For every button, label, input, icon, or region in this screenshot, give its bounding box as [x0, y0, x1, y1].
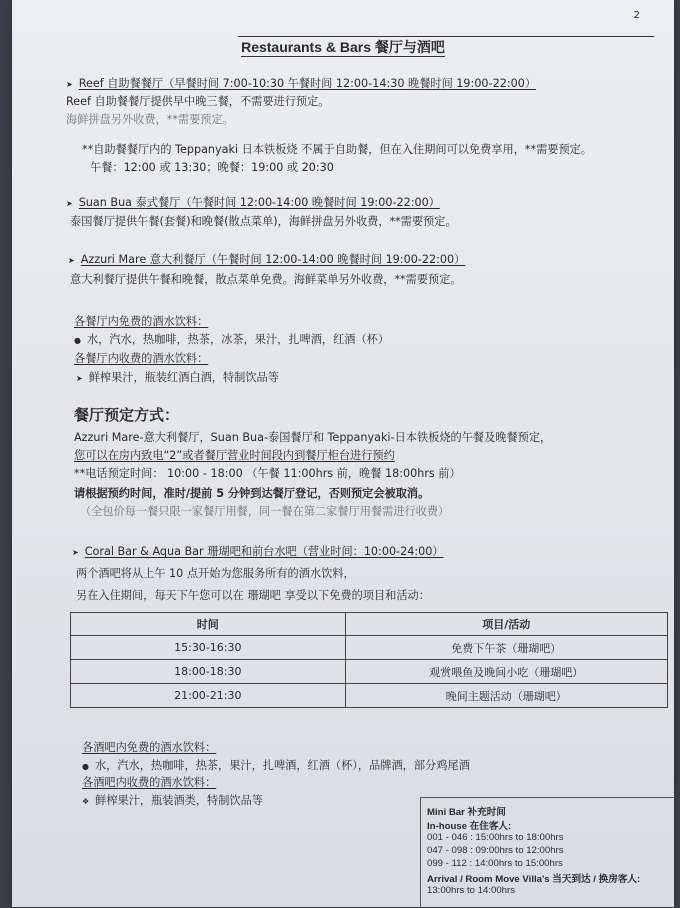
- dot-bullet-icon: ●: [82, 762, 89, 771]
- bars-heading-text: Coral Bar & Aqua Bar 珊瑚吧和前台水吧（营业时间：10:00-24:00）: [84, 545, 444, 558]
- table-header-time: 时间: [71, 613, 346, 636]
- page-title: [12, 37, 674, 57]
- azzuri-heading-text: Azzuri Mare 意大利餐厅（午餐时间 12:00-14:00 晚餐时间 19:00-22:00）: [80, 253, 466, 266]
- page-number: 2: [633, 10, 640, 21]
- suanbua-heading: [66, 195, 440, 211]
- drinks-free-item: [74, 332, 389, 348]
- minibar-arrival-time: 13:00hrs to 14:00hrs: [427, 885, 516, 896]
- table-row: [71, 636, 668, 660]
- booking-heading: 餐厅预定方式：: [74, 406, 180, 424]
- booking-line-1: Azzuri Mare-意大利餐厅，Suan Bua-泰国餐厅和 Teppanyaki-日本铁板烧的午餐及晚餐预定，: [74, 431, 552, 444]
- suanbua-line-1: 泰国餐厅提供午餐(套餐)和晚餐(散点菜单)，海鲜拼盘另外收费，**需要预定。: [70, 215, 457, 228]
- arrow-bullet-icon: ➤: [76, 374, 83, 383]
- bars-heading: [72, 544, 444, 560]
- reef-heading-text: Reef 自助餐餐厅（早餐时间 7:00-10:30 午餐时间 12:00-14:30 晚餐时间 19:00-22:00）: [78, 77, 537, 90]
- drinks-free-label: 各餐厅内免费的酒水饮料：: [74, 315, 209, 328]
- diamond-bullet-icon: ❖: [82, 797, 90, 806]
- table-header-activity: 项目/活动: [345, 613, 667, 636]
- suanbua-heading-text: Suan Bua 泰式餐厅（午餐时间 12:00-14:00 晚餐时间 19:00-22:00）: [78, 196, 440, 209]
- arrow-bullet-icon: ➤: [66, 80, 73, 89]
- bar-drinks-paid-text: 鲜榨果汁，瓶装酒类，特制饮品等: [95, 794, 263, 807]
- table-row: [71, 684, 668, 708]
- table-cell-activity: 免费下午茶（珊瑚吧）: [345, 636, 667, 660]
- arrow-bullet-icon: ➤: [68, 256, 75, 265]
- drinks-paid-item: [76, 370, 279, 386]
- azzuri-line-1: 意大利餐厅提供午餐和晚餐，散点菜单免费。海鲜菜单另外收费，**需要预定。: [70, 273, 462, 286]
- table-cell-time: 15:30-16:30: [71, 636, 346, 660]
- dot-bullet-icon: ●: [74, 336, 81, 345]
- booking-line-4: 请根据预约时间，准时/提前 5 分钟到达餐厅登记，否则预定会被取消。: [74, 487, 430, 500]
- azzuri-heading: [68, 252, 465, 268]
- document-page: [12, 0, 674, 907]
- booking-line-2: 您可以在房内致电“2”或者餐厅营业时间段内到餐厅柜台进行预约: [74, 449, 395, 462]
- minibar-title: Mini Bar 补充时间: [427, 807, 506, 818]
- minibar-range-2: 047 - 098 : 09:00hrs to 12:00hrs: [427, 845, 564, 856]
- table-header-row: [71, 613, 668, 636]
- drinks-free-text: 水，汽水，热咖啡，热茶，冰茶，果汁，扎啤酒，红酒（杯）: [86, 333, 390, 346]
- activity-schedule-table: [70, 612, 668, 708]
- reef-line-1: Reef 自助餐餐厅提供早中晚三餐，不需要进行预定。: [66, 95, 330, 108]
- bars-line-2: 另在入住期间，每天下午您可以在 珊瑚吧 享受以下免费的项目和活动：: [76, 589, 430, 602]
- bar-drinks-free-label: 各酒吧内免费的酒水饮料：: [82, 741, 217, 754]
- minibar-schedule-box: [420, 797, 675, 908]
- table-cell-activity: 晚间主题活动（珊瑚吧）: [345, 684, 667, 708]
- teppanyaki-times: 午餐：12:00 或 13:30；晚餐：19:00 或 20:30: [90, 161, 334, 174]
- bar-drinks-free-item: [82, 758, 470, 774]
- minibar-arrival-label: Arrival / Room Move Villa's 当天到达 / 换房客人:: [427, 874, 641, 885]
- drinks-paid-text: 鲜榨果汁，瓶装红酒白酒，特制饮品等: [88, 371, 279, 384]
- minibar-range-1: 001 - 046 : 15:00hrs to 18:00hrs: [427, 832, 564, 843]
- minibar-inhouse-label: In-house 在住客人:: [427, 821, 512, 832]
- bar-drinks-paid-item: [82, 793, 263, 809]
- teppanyaki-line: **自助餐餐厅内的 Teppanyaki 日本铁板烧 不属于自助餐，但在入住期间可以免费享用，**需要预定。: [82, 143, 593, 156]
- booking-line-3: **电话预定时间： 10:00 - 18:00 （午餐 11:00hrs 前，晚餐 18:00hrs 前）: [74, 467, 461, 480]
- minibar-range-3: 099 - 112 : 14:00hrs to 15:00hrs: [427, 858, 563, 869]
- table-cell-time: 18:00-18:30: [71, 660, 346, 684]
- reef-line-2: 海鲜拼盘另外收费，**需要预定。: [66, 113, 234, 126]
- page-title-text: Restaurants & Bars 餐厅与酒吧: [241, 39, 445, 55]
- table-cell-activity: 观赏喂鱼及晚间小吃（珊瑚吧）: [345, 660, 667, 684]
- bar-drinks-free-text: 水，汽水，热咖啡，热茶，果汁，扎啤酒，红酒（杯），品牌酒，部分鸡尾酒: [94, 759, 470, 772]
- arrow-bullet-icon: ➤: [72, 548, 79, 557]
- table-cell-time: 21:00-21:30: [71, 684, 346, 708]
- arrow-bullet-icon: ➤: [66, 199, 73, 208]
- reef-heading: [66, 76, 536, 92]
- bar-drinks-paid-label: 各酒吧内收费的酒水饮料：: [82, 776, 217, 789]
- table-row: [71, 660, 668, 684]
- drinks-paid-label: 各餐厅内收费的酒水饮料：: [74, 352, 209, 365]
- booking-line-5: （全包价每一餐只限一家餐厅用餐，同一餐在第二家餐厅用餐需进行收费）: [80, 505, 450, 518]
- bars-line-1: 两个酒吧将从上午 10 点开始为您服务所有的酒水饮料，: [76, 567, 355, 580]
